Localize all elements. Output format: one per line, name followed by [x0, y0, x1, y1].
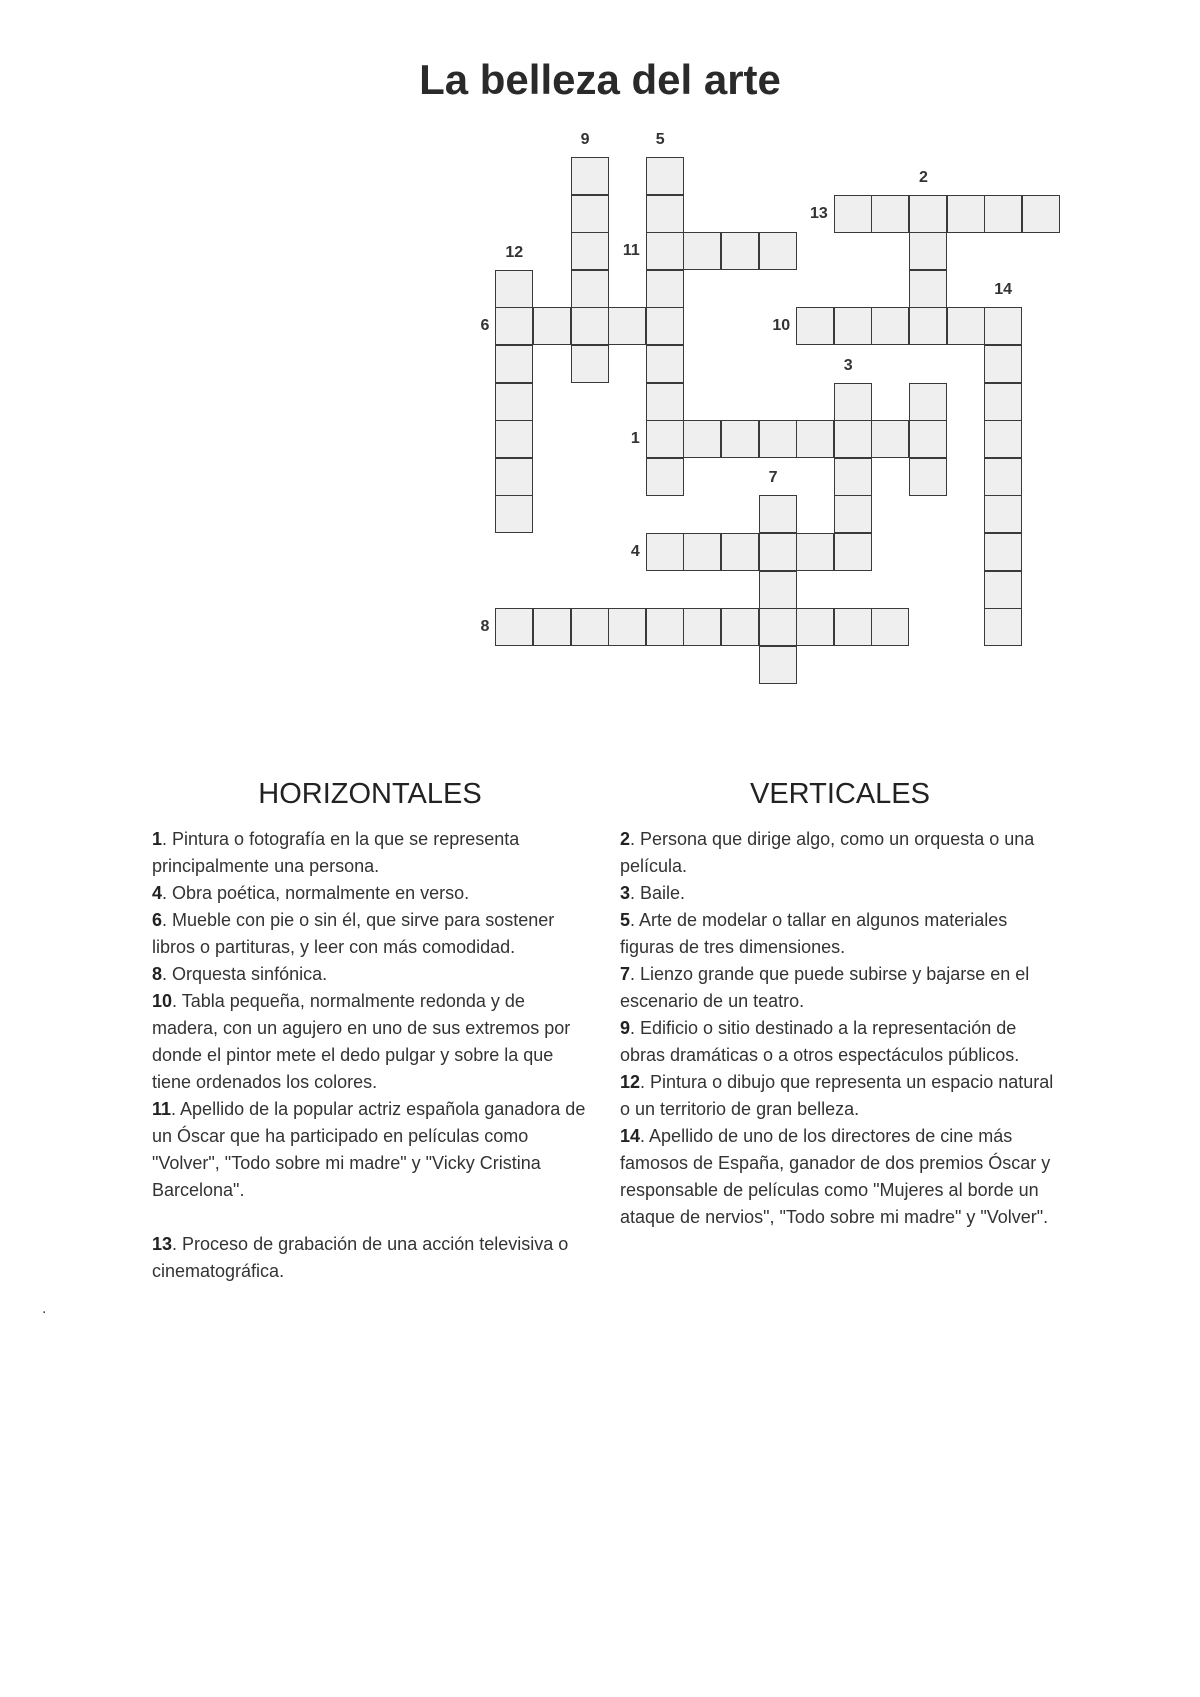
- clue-item: [152, 961, 592, 988]
- grid-cell[interactable]: [984, 383, 1022, 421]
- clue-number-label: 2: [919, 168, 928, 186]
- grid-cell[interactable]: [834, 420, 872, 458]
- grid-cell[interactable]: [834, 533, 872, 571]
- clue-text: . Baile.: [630, 883, 686, 903]
- clue-item: [620, 826, 1060, 880]
- grid-cell[interactable]: [871, 307, 909, 345]
- grid-cell[interactable]: [984, 345, 1022, 383]
- verticales-heading: VERTICALES: [750, 778, 930, 810]
- grid-cell[interactable]: [796, 307, 834, 345]
- grid-cell[interactable]: [796, 420, 834, 458]
- grid-cell[interactable]: [571, 157, 609, 195]
- clue-text: . Apellido de uno de los directores de cine más famosos de España, ganador de dos premios Óscar y responsable de películas como "Mujeres al borde un ataque de nervios", "Todo sobre mi madre" y "Volver".: [620, 1126, 1051, 1227]
- grid-cell[interactable]: [571, 307, 609, 345]
- clue-item: [620, 961, 1060, 1015]
- clue-number-label: 14: [994, 281, 1012, 299]
- grid-cell[interactable]: [646, 232, 684, 270]
- clue-number: 12: [620, 1072, 641, 1092]
- clue-number: 3: [620, 883, 631, 903]
- page-title: La belleza del arte: [419, 56, 781, 103]
- clue-number-label: 12: [505, 243, 524, 261]
- clue-text: . Lienzo grande que puede subirse y bajarse en el escenario de un teatro.: [620, 964, 1030, 1011]
- grid-cell[interactable]: [646, 383, 684, 421]
- clue-number: 7: [620, 964, 631, 984]
- clue-text: . Orquesta sinfónica.: [162, 964, 328, 984]
- stray-mark: .: [42, 1300, 47, 1317]
- grid-cell[interactable]: [495, 270, 533, 308]
- grid-cell[interactable]: [759, 571, 797, 609]
- grid-cell[interactable]: [909, 270, 947, 308]
- clue-item: [620, 1069, 1060, 1123]
- clue-number: 6: [152, 910, 163, 930]
- grid-cell[interactable]: [571, 608, 609, 646]
- clue-item: [152, 880, 592, 907]
- clue-number: 9: [620, 1018, 631, 1038]
- grid-cell[interactable]: [608, 608, 646, 646]
- grid-cell[interactable]: [984, 195, 1022, 233]
- grid-cell[interactable]: [759, 608, 797, 646]
- grid-cell[interactable]: [909, 383, 947, 421]
- grid-cell[interactable]: [721, 420, 759, 458]
- horizontales-heading: HORIZONTALES: [258, 778, 482, 810]
- grid-cell[interactable]: [947, 307, 985, 345]
- grid-cell[interactable]: [871, 420, 909, 458]
- grid-cell[interactable]: [759, 533, 797, 571]
- clue-number-label: 3: [843, 356, 853, 374]
- grid-cell[interactable]: [947, 195, 985, 233]
- grid-cell[interactable]: [984, 533, 1022, 571]
- grid-cell[interactable]: [646, 420, 684, 458]
- clue-number: 10: [152, 991, 173, 1011]
- clue-number: 11: [152, 1099, 172, 1119]
- grid-cell[interactable]: [646, 307, 684, 345]
- grid-cell[interactable]: [909, 420, 947, 458]
- clue-item: [152, 1231, 592, 1285]
- clue-number-label: 11: [622, 242, 640, 260]
- clue-number-label: 8: [480, 618, 490, 636]
- grid-cell[interactable]: [646, 157, 684, 195]
- clue-number: 13: [152, 1234, 173, 1254]
- grid-cell[interactable]: [646, 270, 684, 308]
- grid-cell[interactable]: [796, 533, 834, 571]
- clue-number-label: 1: [630, 430, 640, 448]
- clue-number: 1: [152, 829, 163, 849]
- grid-cell[interactable]: [984, 307, 1022, 345]
- grid-cell[interactable]: [533, 307, 571, 345]
- clue-text: . Pintura o dibujo que representa un espacio natural o un territorio de gran belleza.: [620, 1072, 1054, 1119]
- grid-cell[interactable]: [646, 608, 684, 646]
- grid-cell[interactable]: [796, 608, 834, 646]
- grid-cell[interactable]: [984, 571, 1022, 609]
- clue-item: [620, 1123, 1060, 1231]
- grid-cell[interactable]: [834, 195, 872, 233]
- grid-cell[interactable]: [909, 195, 947, 233]
- grid-cell[interactable]: [533, 608, 571, 646]
- clue-item: [152, 988, 592, 1096]
- clue-number-label: 7: [768, 469, 778, 487]
- grid-cell[interactable]: [646, 345, 684, 383]
- clue-item: [620, 880, 1060, 907]
- grid-cell[interactable]: [495, 495, 533, 533]
- grid-cell[interactable]: [683, 533, 721, 571]
- clue-number-label: 5: [655, 131, 665, 148]
- grid-cell[interactable]: [984, 420, 1022, 458]
- clue-number-label: 13: [810, 204, 828, 222]
- clue-number: 4: [152, 883, 163, 903]
- grid-cell[interactable]: [683, 232, 721, 270]
- verticales-clue-list: [620, 826, 1060, 1231]
- grid-cell[interactable]: [721, 608, 759, 646]
- clue-number-label: 9: [580, 131, 590, 148]
- grid-cell[interactable]: [984, 458, 1022, 496]
- horizontales-clue-list: [152, 826, 592, 1285]
- clue-number-label: 4: [630, 543, 640, 560]
- grid-cell[interactable]: [834, 608, 872, 646]
- grid-cell[interactable]: [571, 345, 609, 383]
- clue-text: . Obra poética, normalmente en verso.: [162, 883, 470, 903]
- grid-cell[interactable]: [834, 383, 872, 421]
- grid-cell[interactable]: [909, 458, 947, 496]
- grid-cell[interactable]: [495, 307, 533, 345]
- grid-cell[interactable]: [721, 232, 759, 270]
- clue-text: . Proceso de grabación de una acción televisiva o cinematográfica.: [152, 1234, 569, 1281]
- grid-cell[interactable]: [759, 420, 797, 458]
- grid-cell[interactable]: [495, 345, 533, 383]
- grid-cell[interactable]: [871, 195, 909, 233]
- clue-number: 2: [620, 829, 631, 849]
- clue-item: [620, 907, 1060, 961]
- grid-cell[interactable]: [646, 533, 684, 571]
- clue-number: 8: [152, 964, 163, 984]
- grid-cell[interactable]: [495, 608, 533, 646]
- grid-cell[interactable]: [683, 420, 721, 458]
- clue-item: [620, 1015, 1060, 1069]
- grid-cell[interactable]: [984, 608, 1022, 646]
- grid-cell[interactable]: [646, 458, 684, 496]
- clue-text: . Tabla pequeña, normalmente redonda y de madera, con un agujero en uno de sus extremos por donde el pintor mete el dedo pulgar y sobre la que tiene ordenados los colores.: [152, 991, 571, 1092]
- grid-cell[interactable]: [909, 232, 947, 270]
- grid-cell[interactable]: [495, 420, 533, 458]
- grid-cell[interactable]: [759, 646, 797, 684]
- clue-text: . Persona que dirige algo, como un orquesta o una película.: [620, 829, 1035, 876]
- clue-item: [152, 826, 592, 880]
- clue-number: 14: [620, 1126, 641, 1146]
- grid-cell[interactable]: [1022, 195, 1060, 233]
- grid-cell[interactable]: [646, 195, 684, 233]
- grid-cell[interactable]: [834, 307, 872, 345]
- clue-text: . Edificio o sitio destinado a la representación de obras dramáticas o a otros espectáculos públicos.: [620, 1018, 1020, 1065]
- clue-item: [152, 1096, 592, 1204]
- clue-number: 5: [620, 910, 631, 930]
- clue-text: . Pintura o fotografía en la que se representa principalmente una persona.: [152, 829, 520, 876]
- grid-cell[interactable]: [759, 495, 797, 533]
- clue-item: [152, 907, 592, 961]
- grid-cell[interactable]: [834, 458, 872, 496]
- grid-cell[interactable]: [683, 608, 721, 646]
- clue-text: . Arte de modelar o tallar en algunos materiales figuras de tres dimensiones.: [620, 910, 1008, 957]
- grid-cell[interactable]: [571, 195, 609, 233]
- grid-cell[interactable]: [571, 270, 609, 308]
- crossword-grid: [0, 0, 1200, 700]
- grid-cell[interactable]: [834, 495, 872, 533]
- clue-text: . Apellido de la popular actriz española ganadora de un Óscar que ha participado en películas como "Volver", "Todo sobre mi madre" y "Vicky Cristina Barcelona".: [152, 1099, 586, 1200]
- grid-cell[interactable]: [608, 307, 646, 345]
- grid-cell[interactable]: [759, 232, 797, 270]
- clue-number-label: 6: [480, 317, 490, 335]
- grid-cell[interactable]: [495, 458, 533, 496]
- grid-cell[interactable]: [909, 307, 947, 345]
- grid-cell[interactable]: [495, 383, 533, 421]
- grid-cell[interactable]: [984, 495, 1022, 533]
- clue-number-label: 10: [772, 317, 791, 335]
- grid-cell[interactable]: [871, 608, 909, 646]
- grid-cell[interactable]: [571, 232, 609, 270]
- grid-cell[interactable]: [721, 533, 759, 571]
- clue-text: . Mueble con pie o sin él, que sirve para sostener libros o partituras, y leer con más comodidad.: [152, 910, 555, 957]
